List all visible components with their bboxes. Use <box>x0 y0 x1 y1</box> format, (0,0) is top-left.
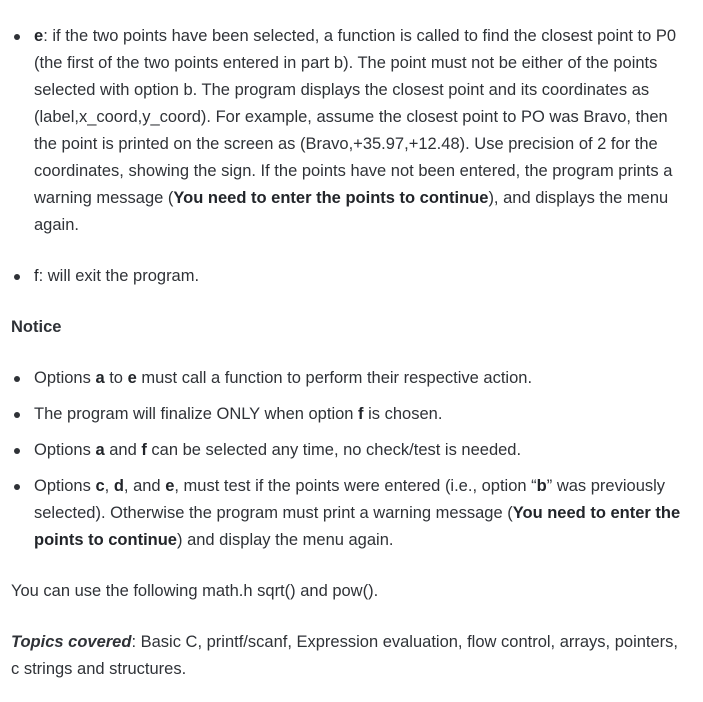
option-f-text: : will exit the program. <box>38 267 200 285</box>
notice-4-text-c: , and <box>123 477 166 495</box>
warning-message-bold: You need to enter the points to continue <box>173 189 489 207</box>
notice-1-key-a: a <box>95 369 105 387</box>
notice-item-2 <box>0 401 703 428</box>
topics-text: : Basic C, printf/scanf, Expression evaluation, flow control, arrays, pointers, c strings and structures. <box>11 633 679 678</box>
notice-1-text-b: to <box>104 369 128 387</box>
list-item-option-e <box>0 23 703 239</box>
topics-section <box>0 629 703 683</box>
options-list-f <box>0 263 703 290</box>
notice-1-text-c: must call a function to perform their respective action. <box>136 369 533 387</box>
notice-1-key-e: e <box>127 369 137 387</box>
notice-3-key-f: f <box>141 441 147 459</box>
notice-heading: Notice <box>11 318 62 336</box>
notice-list <box>0 365 703 554</box>
notice-item-4 <box>0 473 703 554</box>
notice-3-text-b: and <box>104 441 142 459</box>
option-key-e: e <box>34 27 44 45</box>
option-e-text-end: ), and displays the menu again. <box>34 189 669 234</box>
notice-4-key-c: c <box>95 477 105 495</box>
options-list-e <box>0 23 703 239</box>
notice-4-text-e: ” was previously selected). Otherwise the program must print a warning message ( <box>34 477 666 522</box>
notice-2-key-f: f <box>358 405 364 423</box>
notice-4-text-a: Options <box>34 477 96 495</box>
notice-section-heading <box>0 314 703 341</box>
math-note: You can use the following math.h sqrt() and pow(). <box>11 582 379 600</box>
notice-4-text-d: , must test if the points were entered (i.e., option “ <box>174 477 537 495</box>
notice-4-text-f: ) and display the menu again. <box>176 531 394 549</box>
topics-label: Topics covered <box>11 633 132 651</box>
notice-item-3 <box>0 437 703 464</box>
notice-4-key-b: b <box>536 477 547 495</box>
notice-4-text-b: , <box>104 477 114 495</box>
notice-4-key-d: d <box>113 477 124 495</box>
notice-item-1 <box>0 365 703 392</box>
notice-list-section <box>0 365 703 554</box>
notice-3-key-a: a <box>95 441 105 459</box>
notice-3-text-a: Options <box>34 441 96 459</box>
option-e-section <box>0 23 703 239</box>
option-key-f: f <box>34 267 39 285</box>
notice-4-key-e: e <box>165 477 175 495</box>
option-e-text: : if the two points have been selected, a function is called to find the closest point to P0 (the first of the two points entered in part b). The point must not be either of the points selected with option b. The program displays the closest point and its coordinates as (label,x_coord,y_coord). For example, assume the closest point to PO was Bravo, then the point is printed on the screen as (Bravo,+35.97,+12.48). Use precision of 2 for the coordinates, showing the sign. If the points have not been entered, the program prints a warning message ( <box>34 27 677 207</box>
notice-1-text-a: Options <box>34 369 96 387</box>
option-f-section <box>0 263 703 290</box>
notice-3-text-c: can be selected any time, no check/test is needed. <box>146 441 522 459</box>
math-note-section <box>0 578 703 605</box>
notice-4-warning-bold: You need to enter the points to continue <box>34 504 681 549</box>
list-item-option-f <box>0 263 703 290</box>
notice-2-text-a: The program will finalize ONLY when option <box>34 405 359 423</box>
topics-paragraph <box>0 629 703 683</box>
notice-2-text-b: is chosen. <box>363 405 443 423</box>
